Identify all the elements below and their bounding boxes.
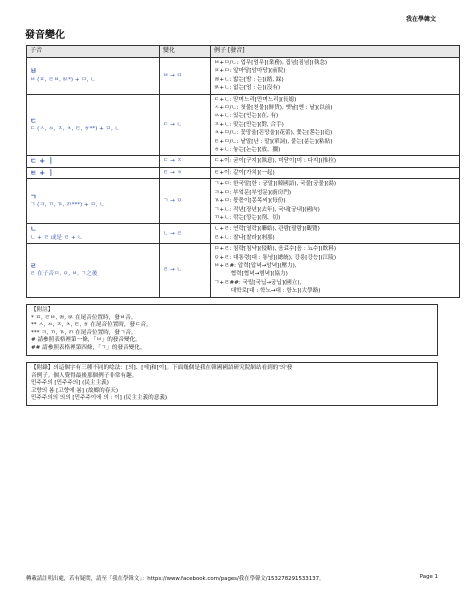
note-line: ** ㅅ, ㅆ, ㅈ, ㅊ, ㅌ, ㅎ 在尾音位置時，發ㄷ音。 [31, 322, 152, 329]
table-row [27, 179, 460, 224]
appendix-line: 고향의 봄 [고향에 봄] (故鄉的春天) [31, 387, 119, 394]
example-line: ㅂ+ㅁ/ㄴ: 업무[엄무](業務), 집념[짐념](執念) [214, 60, 328, 66]
note-line: * ㅍ, ㄹㅂ, ㄼ, ㅄ 在尾音位置時，發ㅂ音。 [31, 314, 137, 321]
consonant-jamo: ㄷ [30, 116, 37, 125]
example-line: ㄳ+ㅁ: 몫몫이[몽목씨](每份) [214, 198, 286, 205]
example-cell [211, 167, 460, 178]
example-line: ㅎ+ㄴ: 놓는[논는](放、擱) [214, 147, 281, 154]
change-rule: ㄹ → ㄴ [163, 267, 183, 274]
example-line: ㅆ+ㄴ: 있는[인는](在, 有) [214, 113, 279, 120]
example-line: ㄱ+ㄴ: 작년[장년](去年), 국내[궁내](國內) [214, 206, 320, 213]
change-rule: ㄴ → ㄹ [163, 230, 183, 237]
example-line: 대학로[대 : 학노→대 : 항노](大學路) [214, 288, 321, 295]
brand-label: 我在學韓文 [405, 16, 436, 23]
consonant-context: ㅂ (ㅍ, ㄹㅂ, ㅄ*) + ㅁ, ㄴ [30, 76, 96, 83]
example-line: ㅅ+ㅁ/ㄴ: 첫물[천물](鮮貨), 옛날[옌 : 날](以前) [214, 105, 333, 112]
example-line: ㄱ+ㄹ##: 국립[국닙→궁닙](國立), [214, 279, 302, 286]
consonant-cell [27, 167, 160, 178]
table-row [27, 224, 460, 244]
change-cell [160, 156, 211, 167]
consonant-jamo: ㄹ [30, 261, 37, 270]
example-cell [211, 224, 460, 244]
header-consonant: 子音 [27, 46, 160, 58]
example-line: ㅌ+ㅁ/ㄴ: 낱말[난 : 말](單詞), 붙는[분는](粘貼) [214, 138, 333, 145]
change-cell [160, 58, 211, 95]
page-number: Page 1 [419, 574, 438, 580]
consonant-cell [27, 58, 160, 95]
appendix-line: 音例子。個人覺得最後那個例子非常有趣。 [31, 372, 138, 379]
appendix-line: 민주주의 [민주주의] (民主主義) [31, 380, 109, 387]
example-line: ㄱ+ㅁ: 한국말[한 : 궁말](韓國語), 국물[궁물](湯) [214, 181, 337, 188]
notes-heading: 【附註】 [31, 307, 54, 313]
consonant-cell [27, 224, 160, 244]
change-rule: ㅂ → ㅁ [163, 72, 183, 79]
consonant-context: ㄱ (ㅋ, ㄲ, ㄳ, ㄺ***) + ㅁ, ㄴ [30, 202, 105, 209]
example-line: ㅋ+ㅁ: 부엌문[부엉문](廚房門) [214, 189, 292, 196]
change-cell [160, 244, 211, 297]
example-line: ㅄ+ㄴ: 없는[엄 : 는](沒有) [214, 85, 281, 92]
example-line: ㅈ+ㄴ: 맞는[만는](對, 合手) [214, 121, 284, 128]
change-cell [160, 167, 211, 178]
example-line: ㄴ+ㄹ: 연락[열락](聯絡), 관람[괄람](觀覽) [214, 226, 320, 233]
table-row [27, 94, 460, 156]
consonant-jamo: ㄴ [30, 225, 37, 234]
example-line: ㄲ+ㄴ: 깎는[깡는](削、切) [214, 214, 281, 221]
table-row [27, 58, 460, 95]
example-line: ㄷ+이: 굳이[구지](執意), 미닫이[미 : 다지](推拉) [214, 158, 337, 165]
consonant-cell [27, 156, 160, 167]
example-cell [211, 58, 460, 95]
change-rule: ㅌ → ㅊ [163, 169, 183, 176]
example-line: ㄷ+ㄴ: 맏며느리[만며느리](長媳) [214, 96, 297, 103]
footer-source-link[interactable]: 轉載請註明出處，若有疑問，請至「我在學韓文」：https://www.facebook.com/pages/我在學韓文/153278291533137。 [26, 576, 325, 582]
example-line: ㄹ+ㄴ: 찰나[찰라](剎那) [214, 234, 275, 241]
appendix-line: 민주주의의 의의 [민주주이에 의 : 이] (民主主義的意義) [31, 395, 168, 402]
change-cell [160, 94, 211, 156]
consonant-jamo: ㅌ + ㅣ [30, 168, 55, 177]
example-line: ㅍ+ㅁ: 앞마당[암마당](前院) [214, 68, 286, 75]
example-cell [211, 156, 460, 167]
example-cell [211, 244, 460, 297]
table-row [27, 167, 460, 178]
change-cell [160, 224, 211, 244]
header-change: 變化 [160, 46, 211, 58]
example-cell [211, 94, 460, 156]
consonant-cell [27, 244, 160, 297]
note-line: *** ㅋ, ㄲ, ㄳ, ㄺ 在尾音位置時，發ㄱ音。 [31, 329, 137, 336]
example-line: ㅂ+ㄹ#: 압력[압녁→암녁](壓力), [214, 262, 297, 269]
consonant-jamo: ㅂ [30, 67, 37, 76]
pronunciation-table-wrap [26, 45, 438, 298]
consonant-jamo: ㄷ + ㅣ [30, 157, 55, 166]
example-line: ㄼ+ㄴ: 밟는[밤 : 는](踏, 踩) [214, 76, 284, 83]
example-line: ㅇ+ㄹ: 대통령[대 : 통녕](總統), 강릉[강능](江陵) [214, 254, 337, 261]
consonant-cell [27, 179, 160, 224]
consonant-context: ㄴ + ㄹ 或是 ㄹ + ㄴ [30, 234, 83, 241]
table-row [27, 244, 460, 297]
note-line: # 請參照表格裡第一條，「ㅂ」的發音變化。 [31, 337, 141, 344]
example-line: ㅁ+ㄹ: 침략[침냑](侵略), 음료수[음 : 뇨수](飲料) [214, 246, 337, 253]
example-line: ㅌ+이: 같이[가치](一起) [214, 169, 275, 176]
table-header-row [27, 46, 460, 58]
consonant-jamo: ㄱ [30, 192, 37, 201]
notes-box [26, 304, 438, 356]
note-line: ## 請參照表格裡第四條，「ㄱ」的發音變化。 [31, 344, 146, 351]
page-title: 發音變化 [25, 30, 65, 41]
change-rule: ㄱ → ㅇ [163, 198, 183, 205]
change-cell [160, 179, 211, 224]
change-rule: ㄷ → ㅈ [163, 158, 183, 165]
table-row [27, 156, 460, 167]
appendix-box [26, 362, 438, 406]
pronunciation-table [26, 45, 460, 298]
consonant-cell [27, 94, 160, 156]
change-rule: ㄷ → ㄴ [163, 121, 183, 128]
header-example: 例子 [發音] [211, 46, 460, 58]
example-line: 협력[협녁→혐녁](協力) [214, 271, 288, 278]
example-cell [211, 179, 460, 224]
example-line: ㅊ+ㅁ/ㄴ: 꽃망울[꼰망울](花蕾), 쫓는[쫀는](追) [214, 130, 333, 137]
consonant-context: ㄹ 在子音ㅁ, ㅇ, ㅂ, ㄱ之後 [30, 271, 98, 278]
consonant-context: ㄷ (ㅅ, ㅆ, ㅈ, ㅊ, ㅌ, ㅎ**) + ㅁ, ㄴ [30, 126, 120, 133]
appendix-line: 【附錄】의這個字有三種不同的唸法：[의]、[에]和[이]。下面幾個是我在韓國國語研究院網站看到的'의'發 [31, 365, 293, 371]
